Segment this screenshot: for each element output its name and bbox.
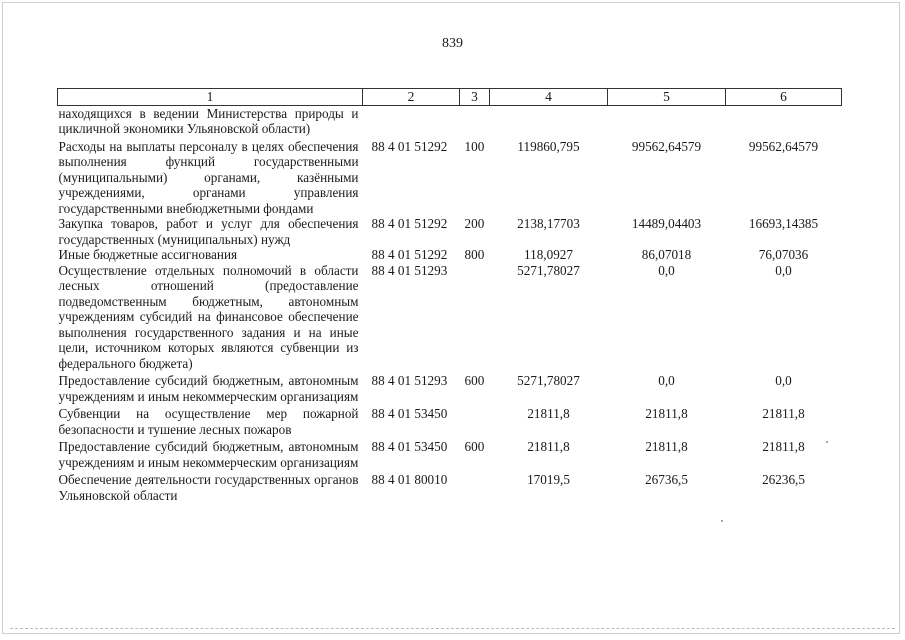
- row-type: 600: [464, 373, 485, 388]
- row-value-1: 118,0927: [524, 247, 573, 262]
- row-value-1: 5271,78027: [517, 262, 580, 278]
- row-value-1: 21811,8: [527, 439, 570, 454]
- row-value-2: 99562,64579: [631, 138, 702, 154]
- column-header-3: 3: [460, 89, 490, 106]
- table-row: [58, 247, 842, 263]
- row-code: [363, 105, 460, 137]
- row-name: находящихся в ведении Министерства природы и цикличной экономики Ульяновской области): [58, 105, 359, 136]
- row-value-1: 119860,795: [517, 138, 580, 154]
- row-name: Предоставление субсидий бюджетным, автономным учреждениям и иным некоммерческим организациям: [58, 373, 359, 404]
- row-value-3: 21811,8: [762, 406, 805, 421]
- row-value-3: [726, 105, 842, 137]
- row-value-3: 26236,5: [762, 472, 805, 487]
- row-code: 88 4 01 51292: [371, 216, 448, 231]
- column-header-4: 4: [490, 89, 608, 106]
- row-name: Обеспечение деятельности государственных органов Ульяновской области: [58, 472, 359, 503]
- column-header-2: 2: [363, 89, 460, 106]
- row-code: 88 4 01 51293: [371, 373, 448, 388]
- table-row: [58, 137, 842, 217]
- row-value-3: 21811,8: [762, 439, 805, 454]
- row-type: [460, 404, 490, 437]
- row-value-2: [608, 105, 726, 137]
- table-row: [58, 470, 842, 503]
- row-code: 88 4 01 80010: [371, 472, 448, 487]
- column-header-1: 1: [58, 89, 363, 106]
- table-row: [58, 371, 842, 404]
- page-number: 839: [442, 36, 463, 51]
- row-value-1: 5271,78027: [517, 373, 580, 388]
- column-header-5: 5: [608, 89, 726, 106]
- row-value-1: [490, 105, 608, 137]
- row-value-3: 0,0: [775, 262, 792, 278]
- scan-speck: [826, 441, 828, 443]
- row-value-1: 21811,8: [527, 406, 570, 421]
- row-type: 800: [464, 247, 485, 262]
- row-value-2: 14489,04403: [631, 216, 702, 231]
- row-value-3: 0,0: [775, 373, 792, 388]
- budget-table: [57, 88, 842, 503]
- row-code: 88 4 01 51292: [371, 138, 448, 154]
- header-row: [58, 89, 842, 106]
- row-value-2: 86,07018: [641, 247, 692, 262]
- row-value-2: 0,0: [658, 373, 675, 388]
- row-code: 88 4 01 51292: [371, 247, 448, 262]
- table-row: [58, 216, 842, 247]
- row-value-3: 99562,64579: [748, 138, 819, 154]
- row-type: [460, 105, 490, 137]
- row-name: Субвенции на осуществление мер пожарной безопасности и тушение лесных пожаров: [58, 406, 359, 437]
- row-code: 88 4 01 53450: [371, 439, 448, 454]
- row-code: 88 4 01 51293: [371, 262, 448, 278]
- row-value-3: 76,07036: [758, 247, 809, 262]
- row-value-3: 16693,14385: [748, 216, 819, 231]
- row-value-2: 21811,8: [645, 439, 688, 454]
- row-type: 100: [464, 138, 485, 154]
- row-type: 200: [464, 216, 485, 231]
- table-body: [58, 105, 842, 503]
- row-name: Осуществление отдельных полномочий в области лесных отношений (предоставление подведомственным бюджетным, автономным учреждениям субсидий на финансовое обеспечение выполнения государственного задания и на иные цели, источником которых являются субвенции из федерального бюджета): [58, 262, 359, 371]
- row-type: [460, 263, 490, 372]
- row-value-2: 0,0: [658, 262, 675, 278]
- table-row: [58, 437, 842, 470]
- row-type: [460, 470, 490, 503]
- row-value-1: 2138,17703: [517, 216, 580, 231]
- scan-bottom-edge: [10, 628, 895, 630]
- table-header: [58, 89, 842, 106]
- row-value-1: 17019,5: [527, 472, 570, 487]
- row-name: Расходы на выплаты персоналу в целях обеспечения выполнения функций государственными (муниципальными) органами, казёнными учреждениями, органами управления государственными внебюджетными фондами: [58, 138, 359, 216]
- scan-speck: [721, 520, 723, 522]
- row-value-2: 26736,5: [645, 472, 688, 487]
- table-row: [58, 404, 842, 437]
- row-type: 600: [464, 439, 485, 454]
- row-value-2: 21811,8: [645, 406, 688, 421]
- table-row: [58, 263, 842, 372]
- row-name: Закупка товаров, работ и услуг для обеспечения государственных (муниципальных) нужд: [58, 216, 359, 247]
- row-code: 88 4 01 53450: [371, 406, 448, 421]
- row-name: Предоставление субсидий бюджетным, автономным учреждениям и иным некоммерческим организациям: [58, 439, 359, 470]
- column-header-6: 6: [726, 89, 842, 106]
- table-row: [58, 105, 842, 137]
- row-name: Иные бюджетные ассигнования: [58, 247, 238, 262]
